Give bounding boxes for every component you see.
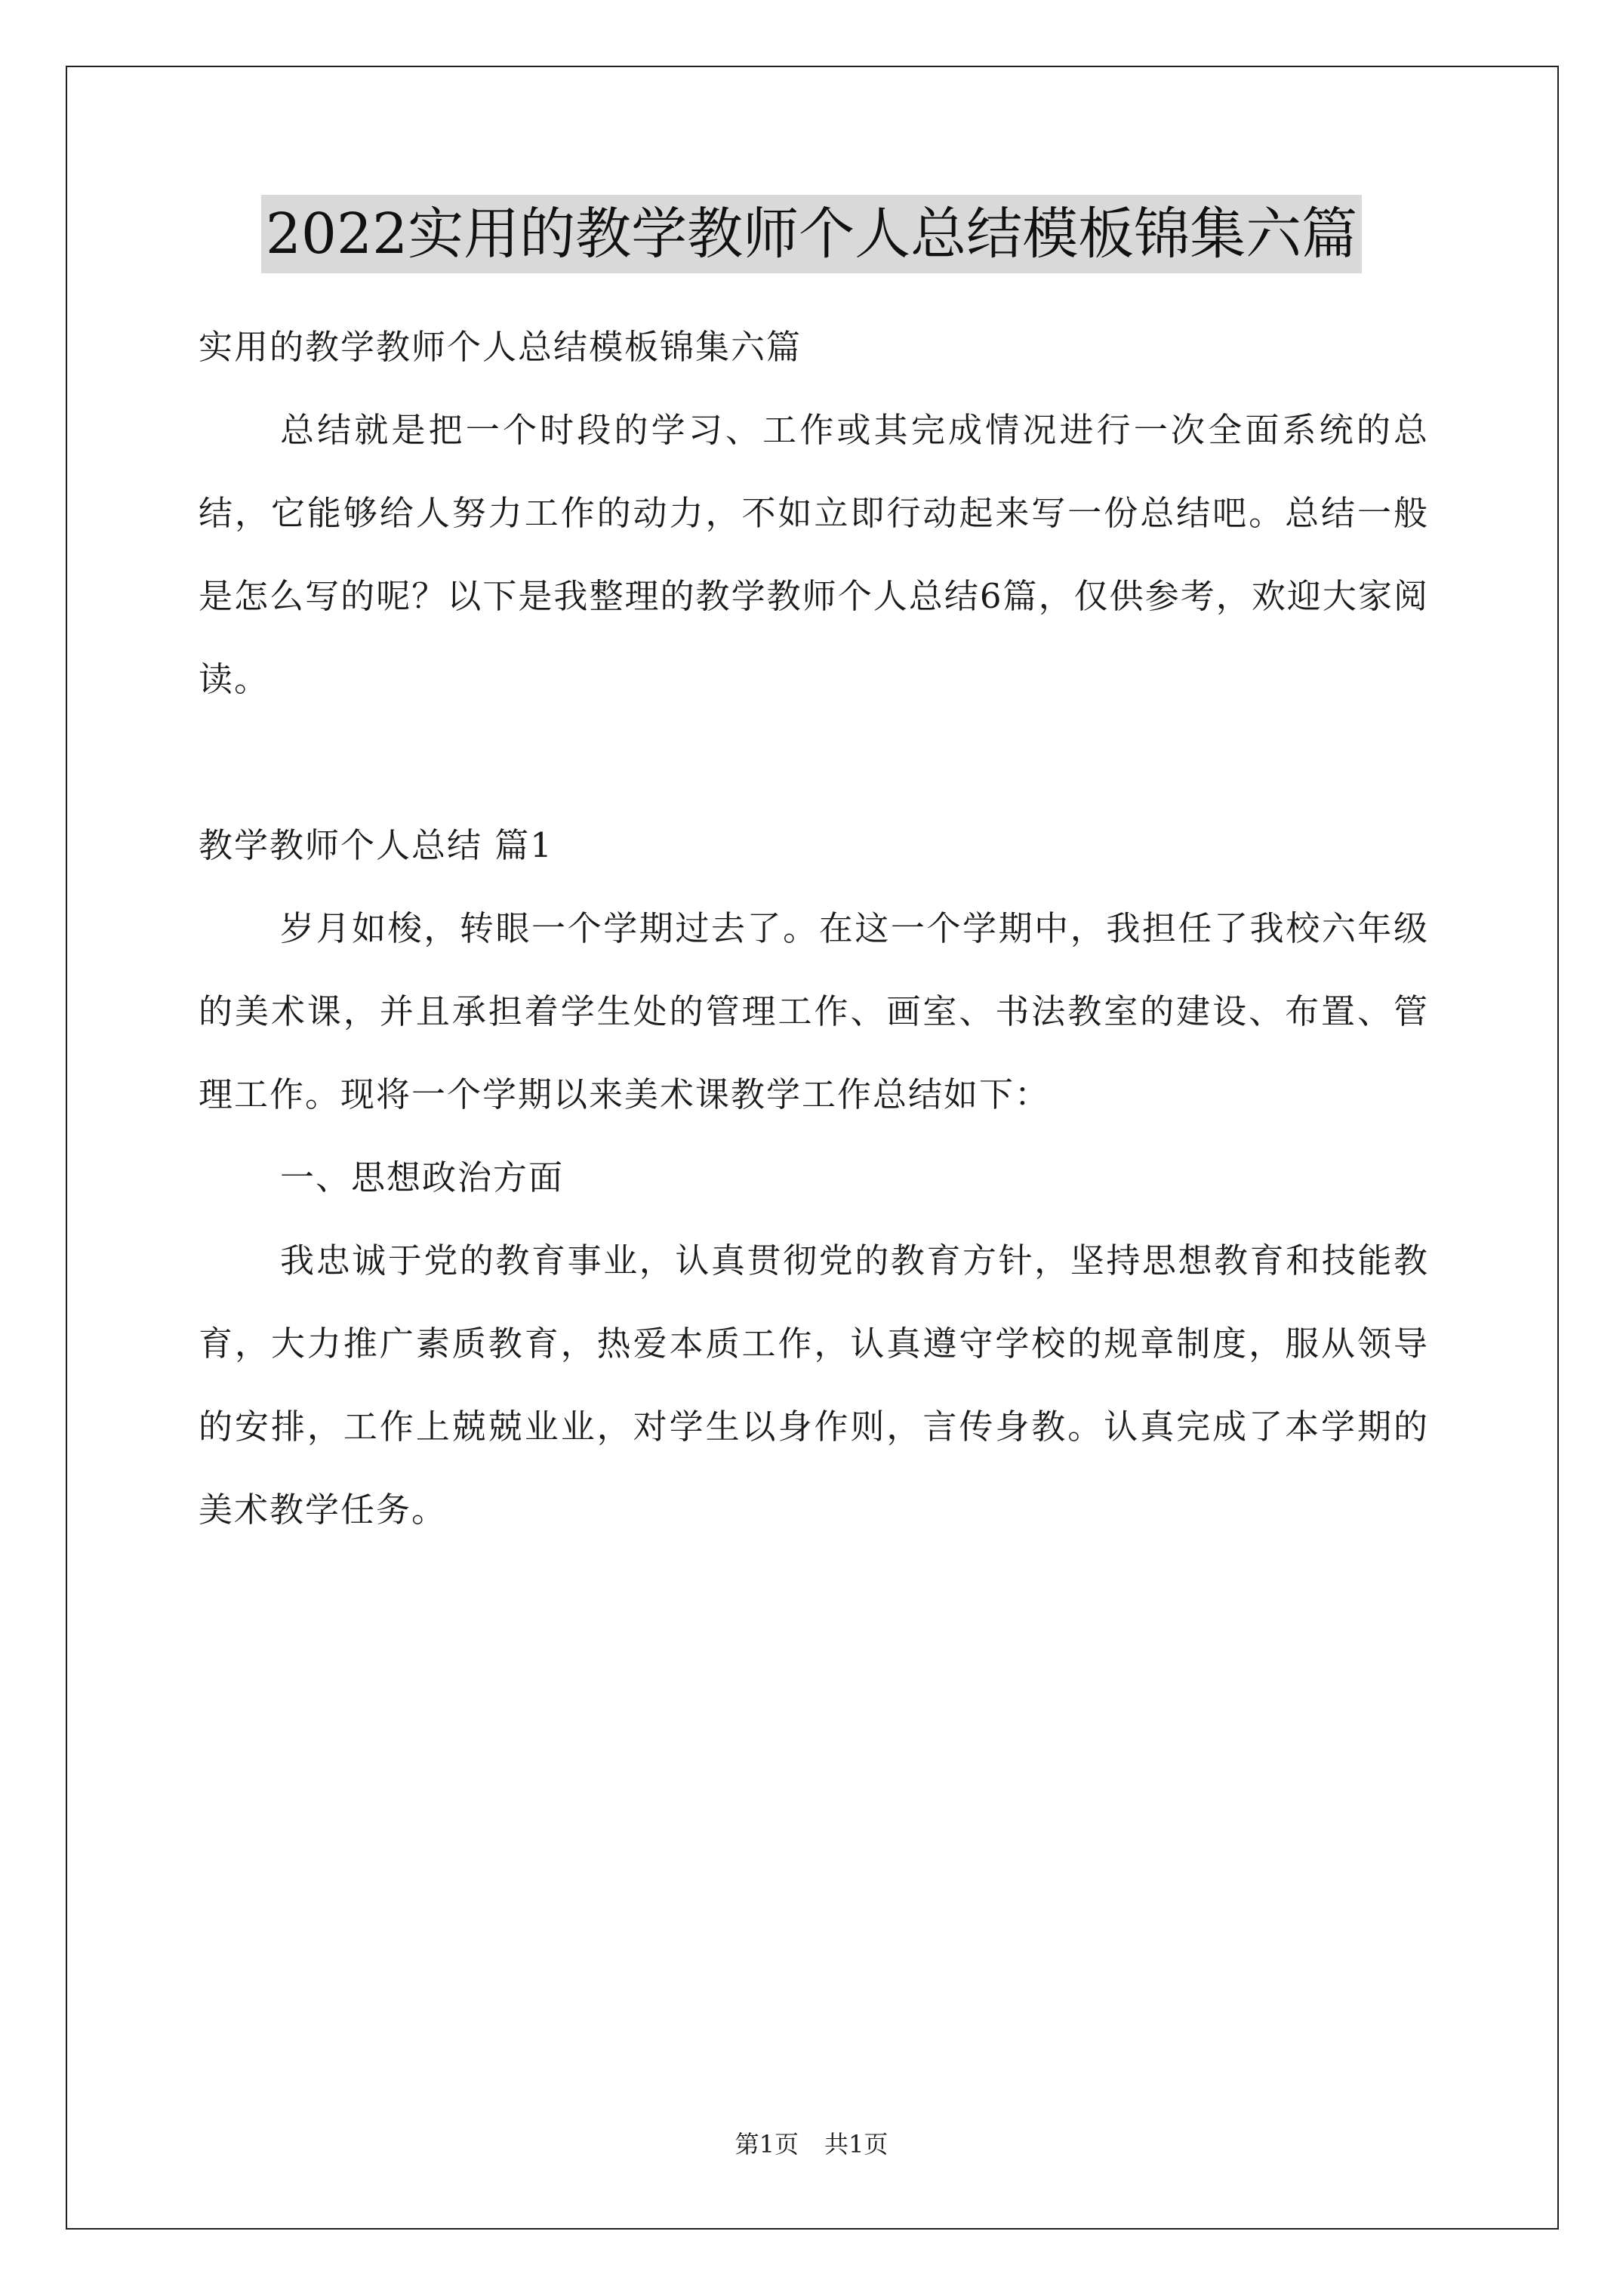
body-paragraph: 我忠诚于党的教育事业，认真贯彻党的教育方针，坚持思想教育和技能教育，大力推广素质教育，热爱本质工作，认真遵守学校的规章制度，服从领导的安排，工作上兢兢业业，对学生以身作则，言传身教。认真完成了本学期的美术教学任务。 xyxy=(199,1240,1429,1530)
body-paragraph: 岁月如梭，转眼一个学期过去了。在这一个学期中，我担任了我校六年级的美术课，并且承担着学生处的管理工作、画室、书法教室的建设、布置、管理工作。现将一个学期以来美术课教学工作总结如下： xyxy=(199,908,1429,1114)
subsection-heading: 一、思想政治方面 xyxy=(280,1157,565,1197)
page-number: 第1页 xyxy=(735,2130,799,2159)
page-total: 共1页 xyxy=(824,2130,888,2159)
paragraph-gap xyxy=(199,721,1429,804)
title-container xyxy=(0,195,1623,273)
subtitle-paragraph: 实用的教学教师个人总结模板锦集六篇 xyxy=(199,327,802,367)
intro-paragraph: 总结就是把一个时段的学习、工作或其完成情况进行一次全面系统的总结，它能够给人努力工作的动力，不如立即行动起来写一份总结吧。总结一般是怎么写的呢？以下是我整理的教学教师个人总结6篇，仅供参考，欢迎大家阅读。 xyxy=(199,410,1429,699)
document-title: 2022实用的教学教师个人总结模板锦集六篇 xyxy=(261,195,1362,273)
page-footer xyxy=(0,2125,1623,2160)
section-heading: 教学教师个人总结 篇1 xyxy=(199,825,553,865)
document-body xyxy=(199,306,1429,1552)
